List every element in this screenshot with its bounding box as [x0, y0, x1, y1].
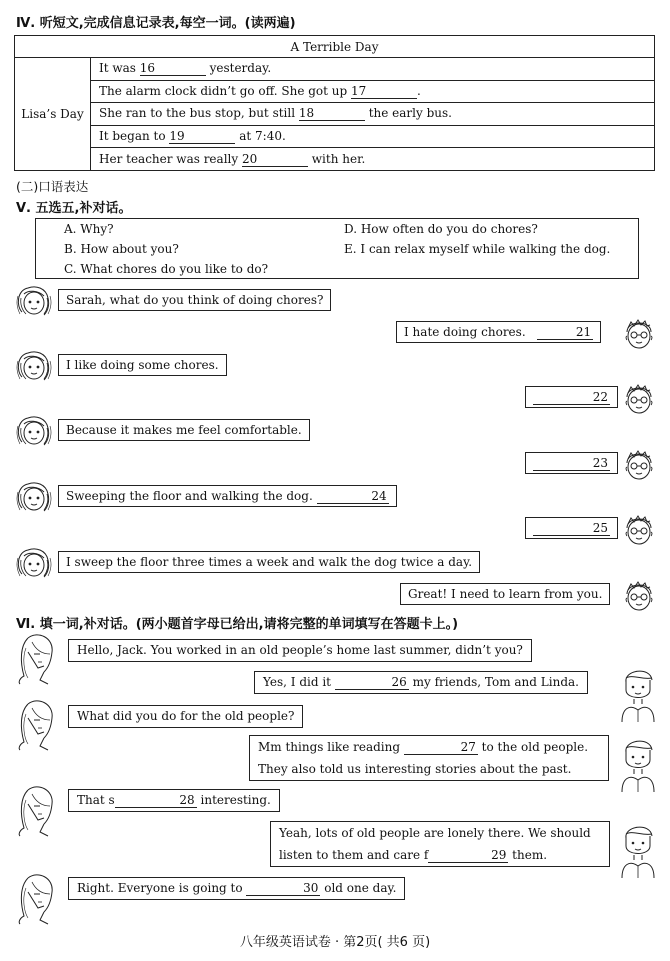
options-box — [35, 218, 639, 279]
boy-avatar-icon — [619, 316, 659, 352]
dialog-line-21: I hate doing chores. 21 — [396, 321, 601, 343]
answer-blank-18[interactable]: 18 — [299, 107, 365, 121]
option-a: A. Why? — [64, 222, 114, 236]
answer-blank-23[interactable]: 23 — [533, 457, 610, 471]
table-row: It was 16 yesterday. — [91, 58, 655, 81]
option-e: E. I can relax myself while walking the dog. — [344, 242, 611, 256]
option-b: B. How about you? — [64, 242, 179, 256]
dialog-line-26: Yes, I did it 26 my friends, Tom and Linda. — [254, 671, 588, 694]
woman-avatar-icon — [14, 632, 58, 686]
dialog-line-24: Sweeping the floor and walking the dog. 24 — [58, 485, 397, 507]
page-footer: 八年级英语试卷 · 第2页( 共6 页) — [239, 935, 431, 950]
dialog-line-29: Yeah, lots of old people are lonely there. We should listen to them and care f 29 them. — [270, 821, 610, 867]
boy-avatar-icon — [619, 512, 659, 548]
girl-avatar-icon — [14, 480, 54, 516]
woman-avatar-icon — [14, 872, 58, 926]
dialog-line-27: Mm things like reading 27 to the old people. They also told us interesting stories about the past. — [249, 735, 609, 781]
boy-avatar-icon — [619, 381, 659, 417]
man-avatar-icon — [620, 822, 656, 878]
section-4-title: Ⅳ. 听短文,完成信息记录表,每空一词。(读两遍) — [16, 16, 296, 31]
boy-avatar-icon — [619, 578, 659, 614]
answer-blank-20[interactable]: 20 — [242, 153, 308, 167]
table-row: The alarm clock didn’t go off. She got up 17 . — [91, 80, 655, 103]
girl-avatar-icon — [14, 414, 54, 450]
dialog-line: Great! I need to learn from you. — [400, 583, 610, 605]
dialog-line-28: That s 28 interesting. — [68, 789, 280, 812]
section-6-title: Ⅵ. 填一词,补对话。(两小题首字母已给出,请将完整的单词填写在答题卡上。) — [16, 617, 459, 632]
woman-avatar-icon — [14, 698, 58, 752]
woman-avatar-icon — [14, 784, 58, 838]
dialog-line-22 — [525, 386, 618, 408]
dialog-line-sarah: Sarah, what do you think of doing chores? — [58, 289, 331, 311]
answer-blank-17[interactable]: 17 — [351, 85, 417, 99]
option-d: D. How often do you do chores? — [344, 222, 538, 236]
answer-blank-19[interactable]: 19 — [169, 130, 235, 144]
boy-avatar-icon — [619, 447, 659, 483]
answer-blank-26[interactable]: 26 — [335, 676, 409, 690]
part-2-title: (二)口语表达 — [16, 179, 89, 194]
dialog-line: Hello, Jack. You worked in an old people’s home last summer, didn’t you? — [68, 639, 532, 662]
girl-avatar-icon — [14, 284, 54, 320]
table-title: A Terrible Day — [15, 36, 655, 58]
answer-blank-25[interactable]: 25 — [533, 522, 610, 536]
dialog-line-30: Right. Everyone is going to 30 old one day. — [68, 877, 405, 900]
option-c: C. What chores do you like to do? — [64, 262, 269, 276]
table-row: Her teacher was really 20 with her. — [91, 148, 655, 171]
dialog-line: What did you do for the old people? — [68, 705, 303, 728]
girl-avatar-icon — [14, 546, 54, 582]
info-record-table — [14, 35, 655, 171]
man-avatar-icon — [620, 736, 656, 792]
answer-blank-24[interactable]: 24 — [317, 490, 389, 504]
dialog-line-23 — [525, 452, 618, 474]
answer-blank-21[interactable]: 21 — [537, 326, 593, 340]
man-avatar-icon — [620, 666, 656, 722]
dialog-line: I like doing some chores. — [58, 354, 227, 376]
section-5-title: Ⅴ. 五选五,补对话。 — [16, 201, 132, 216]
answer-blank-16[interactable]: 16 — [140, 62, 206, 76]
answer-blank-22[interactable]: 22 — [533, 391, 610, 405]
table-row: She ran to the bus stop, but still 18 the early bus. — [91, 103, 655, 126]
dialog-line-25 — [525, 517, 618, 539]
answer-blank-27[interactable]: 27 — [404, 741, 478, 755]
answer-blank-29[interactable]: 29 — [428, 849, 508, 863]
table-row-label: Lisa’s Day — [15, 58, 91, 171]
answer-blank-30[interactable]: 30 — [246, 882, 320, 896]
answer-blank-28[interactable]: 28 — [115, 794, 197, 808]
dialog-line: Because it makes me feel comfortable. — [58, 419, 310, 441]
dialog-line: I sweep the floor three times a week and walk the dog twice a day. — [58, 551, 480, 573]
table-row: It began to 19 at 7:40. — [91, 125, 655, 148]
girl-avatar-icon — [14, 349, 54, 385]
